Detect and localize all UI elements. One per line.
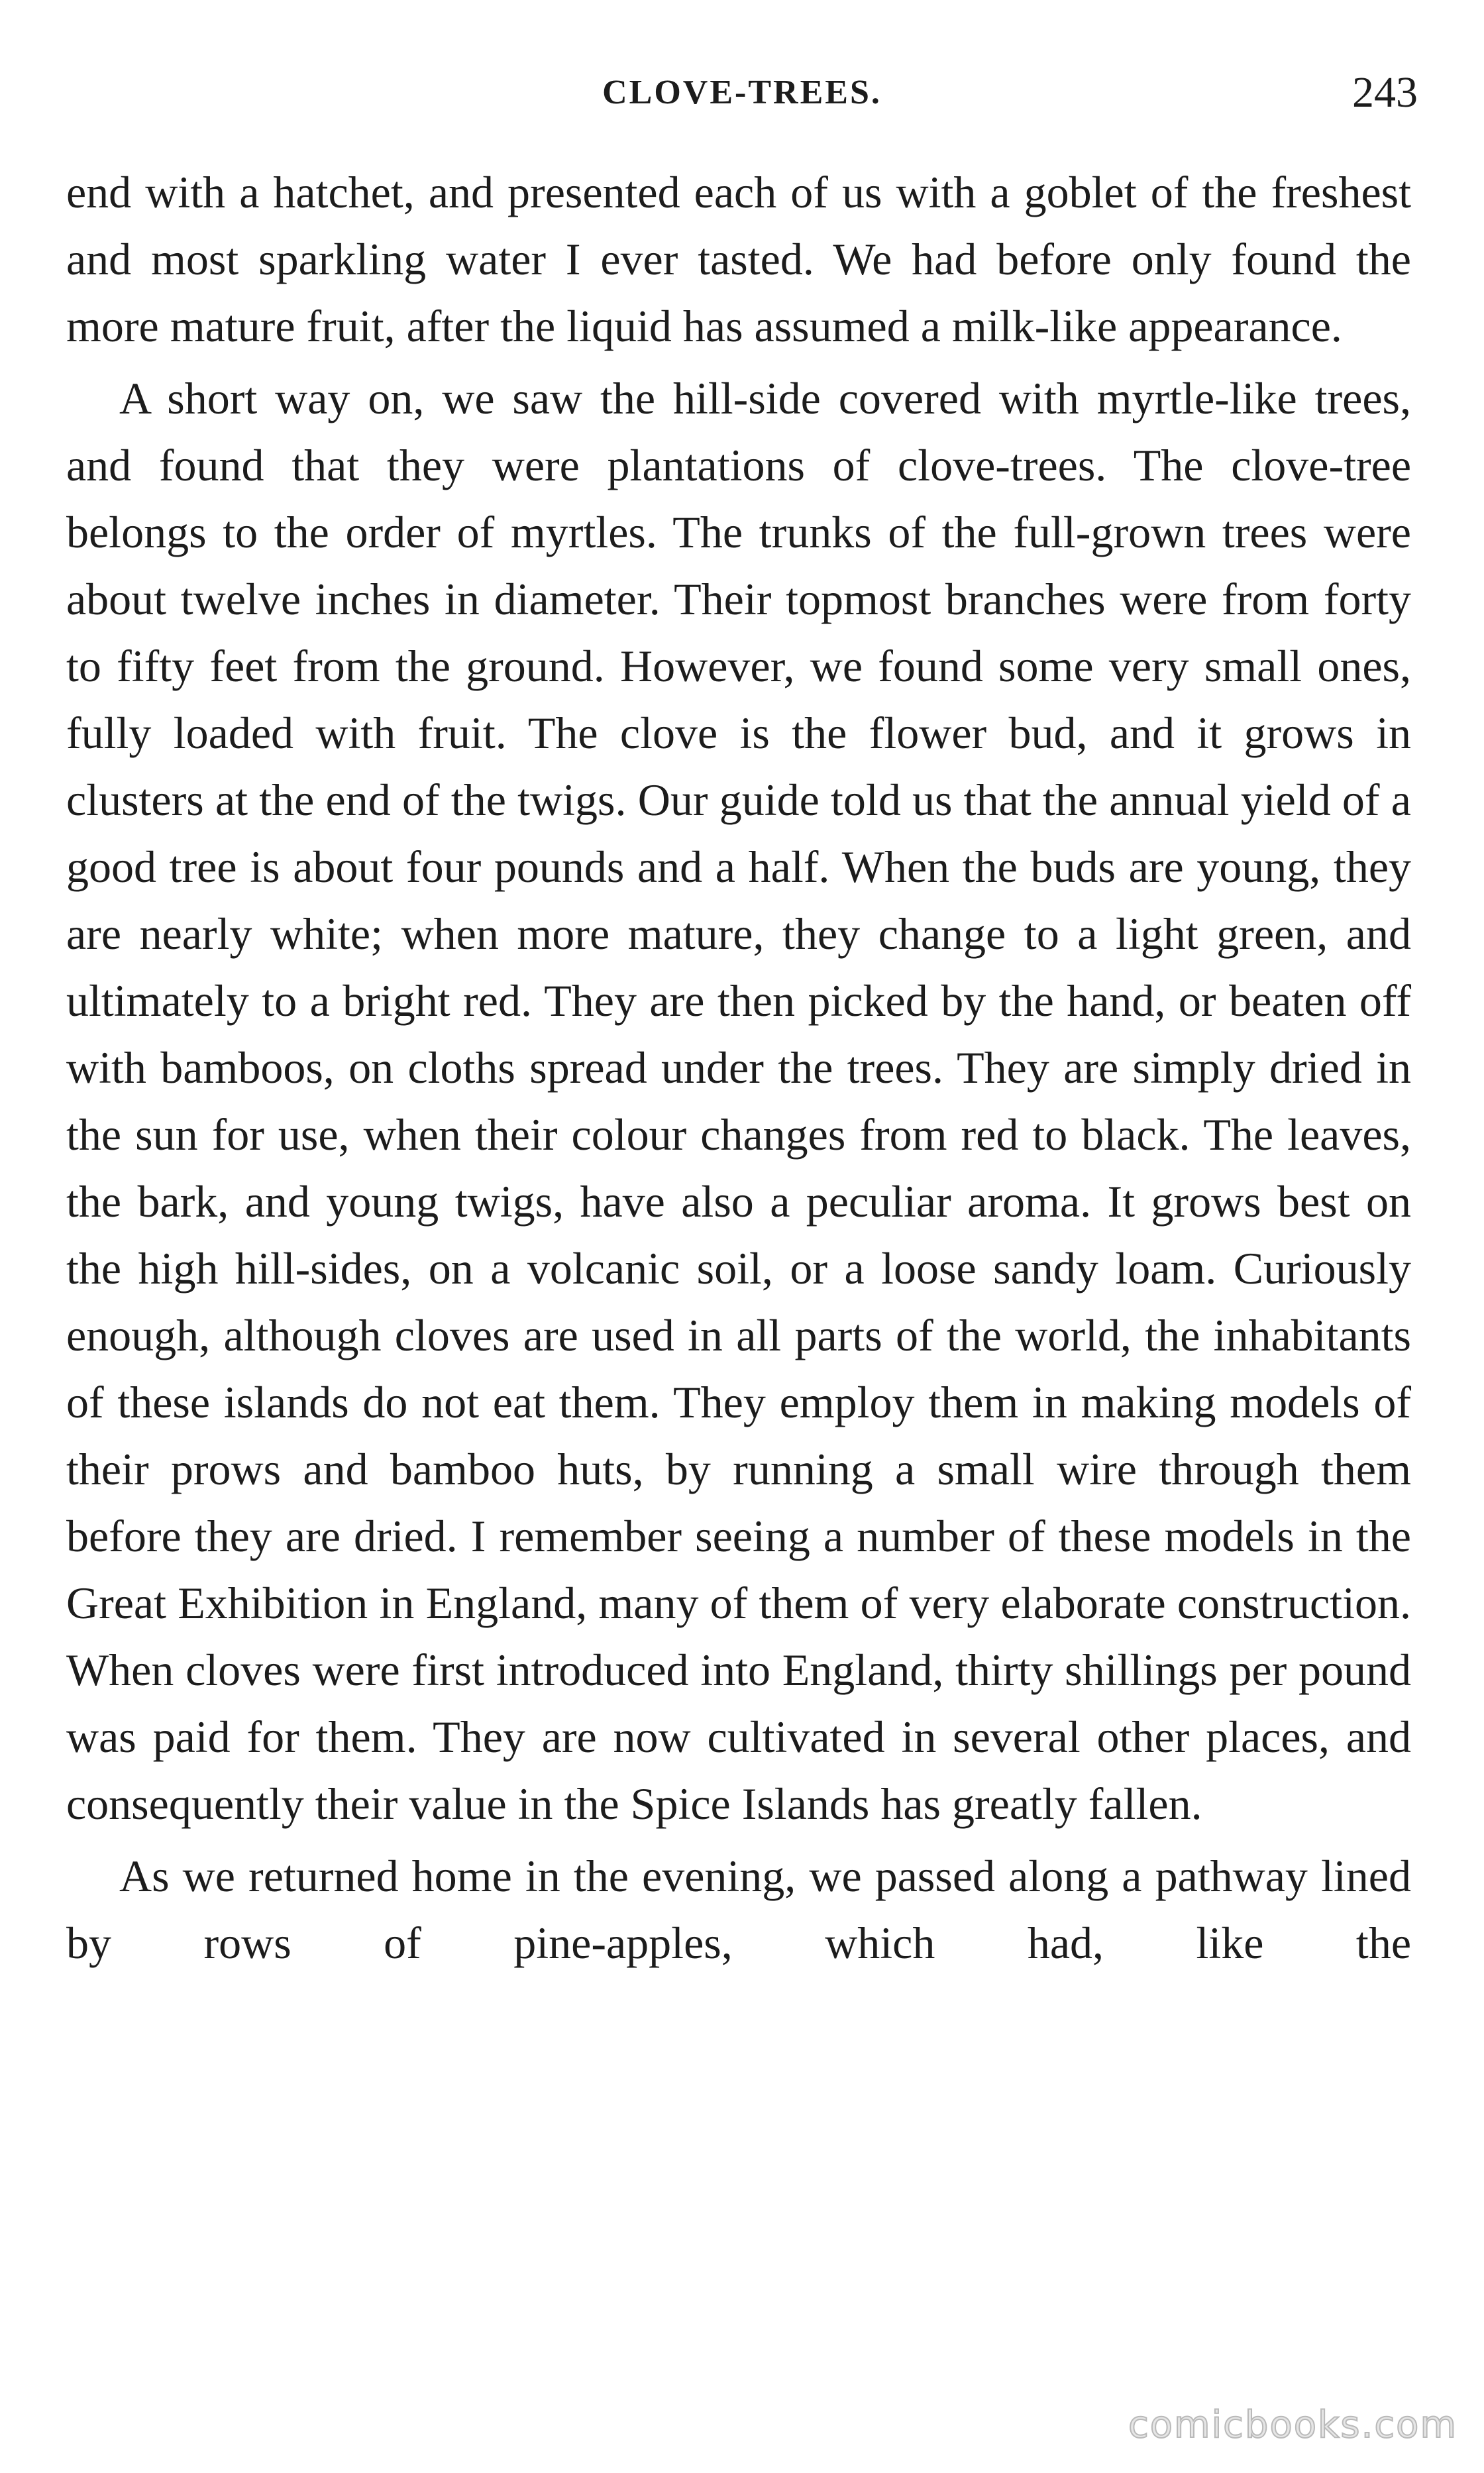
body-text xyxy=(66,159,1411,1977)
running-head: CLOVE-TREES. xyxy=(602,74,882,111)
paragraph-2: A short way on, we saw the hill-side covered with myrtle-like trees, and found that they were plantations of clove-trees. The clove-tree belongs to the order of myrtles. The trunks of the full-grown trees were about twelve inches in diameter. Their topmost branches were from forty to fifty feet from the ground. However, we found some very small ones, fully loaded with fruit. The clove is the flower bud, and it grows in clusters at the end of the twigs. Our guide told us that the annual yield of a good tree is about four pounds and a half. When the buds are young, they are nearly white; when more mature, they change to a light green, and ultimately to a bright red. They are then picked by the hand, or beaten off with bamboos, on cloths spread under the trees. They are simply dried in the sun for use, when their colour changes from red to black. The leaves, the bark, and young twigs, have also a peculiar aroma. It grows best on the high hill-sides, on a volcanic soil, or a loose sandy loam. Curiously enough, although cloves are used in all parts of the world, the inhabitants of these islands do not eat them. They employ them in making models of their prows and bamboo huts, by running a small wire through them before they are dried. I remember seeing a number of these models in the Great Exhibition in England, many of them of very elaborate construction. When cloves were first introduced into England, thirty shillings per pound was paid for them. They are now cultivated in several other places, and consequently their value in the Spice Islands has greatly fallen. xyxy=(66,373,1411,1829)
paragraph-1: end with a hatchet, and presented each of us with a goblet of the freshest and most sparkling water I ever tasted. We had before only found the more mature fruit, after the liquid has assumed a milk-like appearance. xyxy=(66,167,1411,351)
watermark-logo: comicbooks.com xyxy=(1128,2403,1458,2446)
page-number: 243 xyxy=(1352,68,1418,117)
page-header xyxy=(0,63,1484,123)
paragraph-3: As we returned home in the evening, we passed along a pathway lined by rows of pine-apples, which had, like the xyxy=(66,1851,1411,1968)
